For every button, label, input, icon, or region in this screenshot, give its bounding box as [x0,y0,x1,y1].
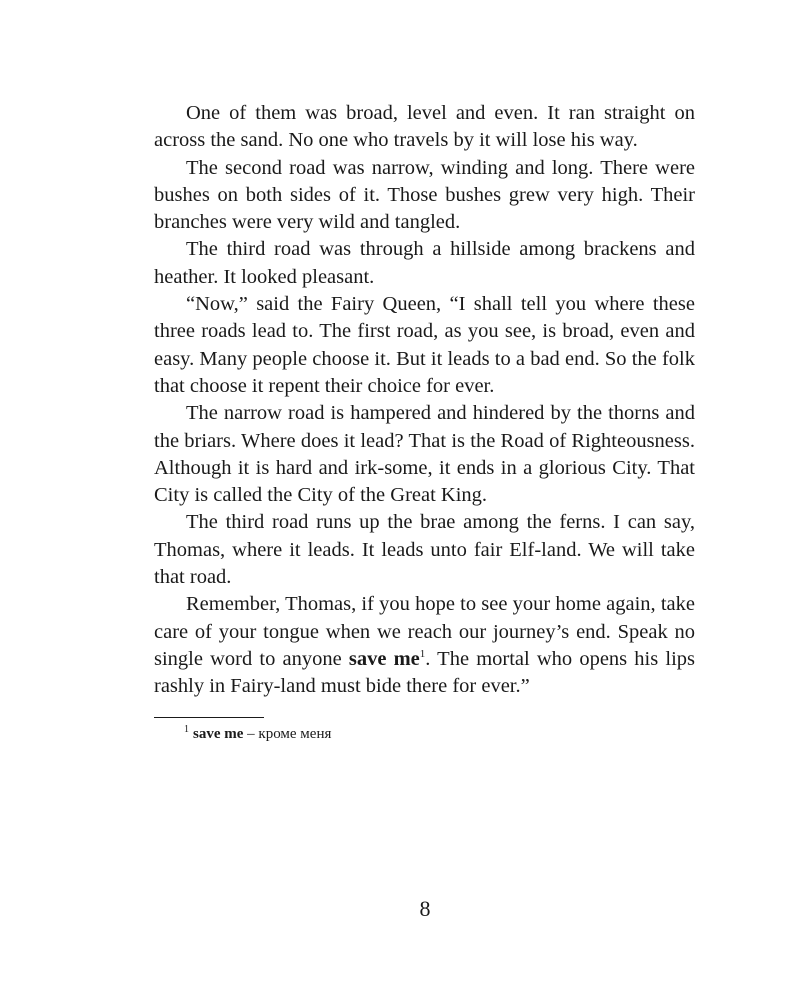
glossed-term: save me [348,647,420,670]
paragraph-4: “Now,” said the Fairy Queen, “I shall tell you where these three roads lead to. The first road, as you see, is broad, even and easy. Many people choose it. But it leads to a bad end. So the folk that choose it repent their choice for ever. [154,293,695,397]
footnote [184,724,695,744]
paragraph-7-text-before: Remember, Thomas, if you hope to see your home again, take care of your tongue when we reach our journey’s end. Speak no single word to anyone [154,593,695,670]
page-body [154,100,695,744]
page-number: 8 [419,896,431,921]
footnote-mark: 1 [184,723,189,735]
paragraph-7 [154,591,695,700]
paragraph-7-text-after: . The mortal who opens his lips rashly in Fairy-land must bide there for ever.” [154,647,695,698]
footnote-translation: – кроме меня [243,725,332,742]
paragraph-6: The third road runs up the brae among the ferns. I can say, Thomas, where it leads. It leads unto fair Elf-land. We will take that road. [154,511,695,589]
paragraph-2: The second road was narrow, winding and long. There were bushes on both sides of it. Those bushes grew very high. Their branches were very wild and tangled. [154,156,695,234]
paragraph-1: One of them was broad, level and even. It ran straight on across the sand. No one who travels by it will lose his way. [154,102,695,152]
paragraph-3: The third road was through a hillside among brackens and heather. It looked pleasant. [154,238,695,288]
footnote-reference: 1 [419,648,426,661]
paragraph-5: The narrow road is hampered and hindered by the thorns and the briars. Where does it lead? That is the Road of Righteousness. Although it is hard and irk-some, it ends in a glorious City. That City is called the City of the Great King. [154,402,695,507]
footnote-term: save me [193,725,244,742]
footnote-divider [154,717,264,718]
